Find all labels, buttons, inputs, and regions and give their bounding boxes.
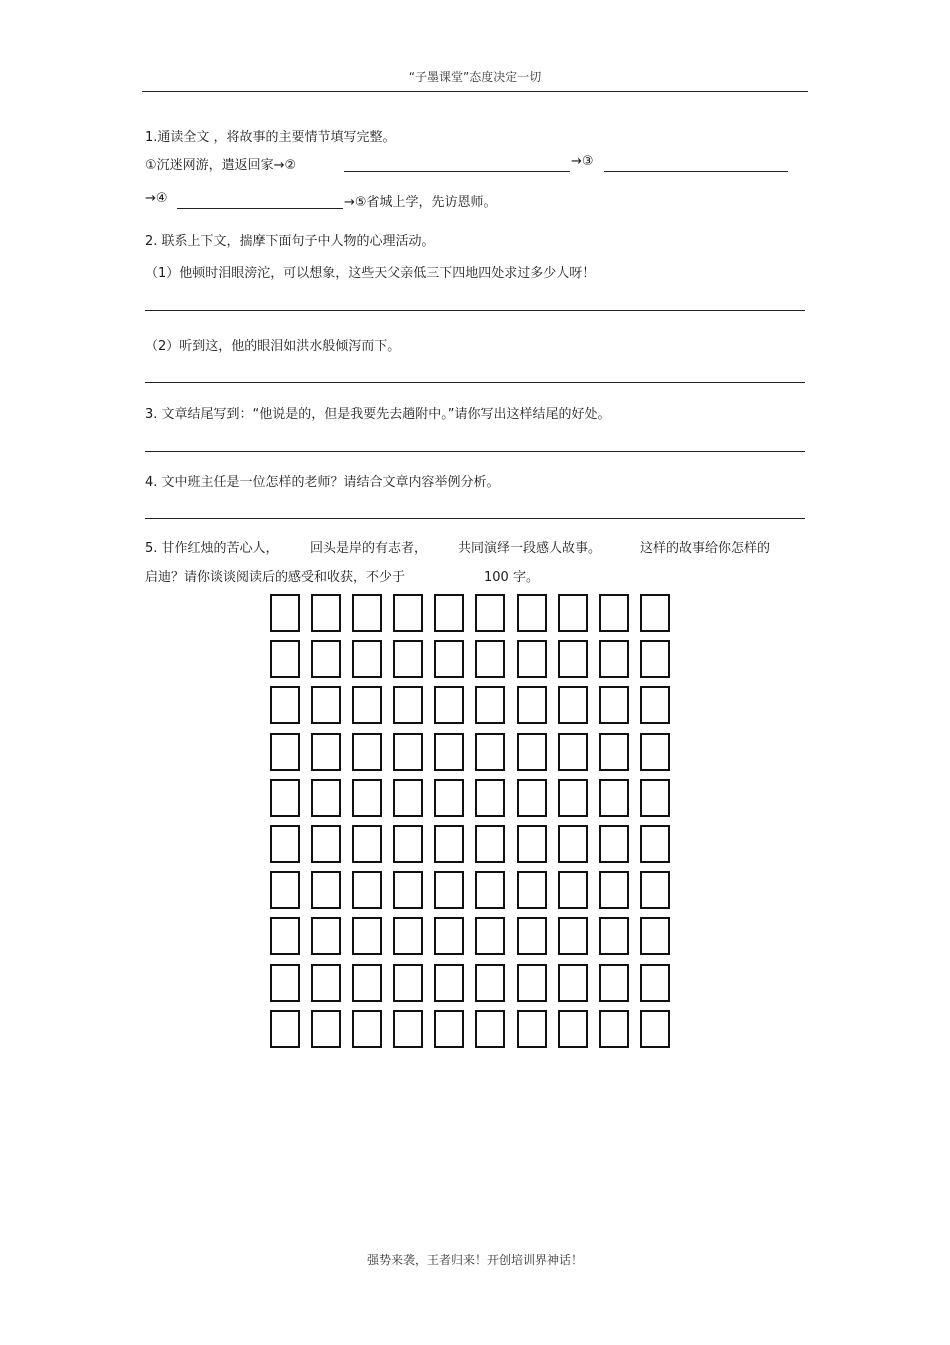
writing-grid-cell[interactable] <box>434 964 464 1002</box>
writing-grid-cell[interactable] <box>352 594 382 632</box>
writing-grid-cell[interactable] <box>311 686 341 724</box>
writing-grid-cell[interactable] <box>640 779 670 817</box>
writing-grid-cell[interactable] <box>517 871 547 909</box>
writing-grid-cell[interactable] <box>270 1010 300 1048</box>
writing-grid-cell[interactable] <box>517 733 547 771</box>
writing-grid-cell[interactable] <box>558 825 588 863</box>
header-divider <box>142 91 808 92</box>
writing-grid-cell[interactable] <box>475 871 505 909</box>
question-4-title: 4. 文中班主任是一位怎样的老师？请结合文章内容举例分析。 <box>145 475 500 490</box>
question-5-word-count: 100 字。 <box>484 570 539 585</box>
question-5-part-4: 这样的故事给你怎样的 <box>640 541 771 556</box>
writing-grid-cell[interactable] <box>558 964 588 1002</box>
writing-grid-cell[interactable] <box>599 779 629 817</box>
writing-grid-cell[interactable] <box>517 964 547 1002</box>
writing-grid-cell[interactable] <box>393 964 423 1002</box>
question-5-part-1: 5. 甘作红烛的苦心人， <box>145 541 279 556</box>
writing-grid-cell[interactable] <box>517 1010 547 1048</box>
writing-grid-cell[interactable] <box>393 825 423 863</box>
question-3-title: 3. 文章结尾写到：“他说是的，但是我要先去趟附中。”请你写出这样结尾的好处。 <box>145 407 611 422</box>
writing-grid-cell[interactable] <box>599 1010 629 1048</box>
writing-grid-cell[interactable] <box>599 733 629 771</box>
writing-grid-cell[interactable] <box>599 825 629 863</box>
page-footer-slogan: 强势来袭，王者归来！开创培训界神话！ <box>366 1253 583 1267</box>
writing-grid-cell[interactable] <box>311 640 341 678</box>
writing-grid-cell[interactable] <box>393 594 423 632</box>
writing-grid-cell[interactable] <box>599 871 629 909</box>
writing-grid-cell[interactable] <box>434 1010 464 1048</box>
question-1-step-5: →⑤省城上学，先访恩师。 <box>344 195 497 210</box>
writing-grid-cell[interactable] <box>311 733 341 771</box>
writing-grid-cell[interactable] <box>393 1010 423 1048</box>
writing-grid-cell[interactable] <box>434 917 464 955</box>
question-5-line-2: 启迪？请你谈谈阅读后的感受和收获，不少于 <box>145 570 406 585</box>
writing-grid-cell[interactable] <box>434 779 464 817</box>
writing-grid-cell[interactable] <box>393 917 423 955</box>
writing-grid-cell[interactable] <box>640 686 670 724</box>
question-1-blank-3[interactable] <box>604 171 788 172</box>
writing-grid-cell[interactable] <box>270 733 300 771</box>
question-2-sub-1-answer-line[interactable] <box>145 310 805 311</box>
question-5-part-2: 回头是岸的有志者， <box>310 541 428 556</box>
writing-grid-cell[interactable] <box>352 733 382 771</box>
writing-grid-cell[interactable] <box>517 917 547 955</box>
question-1-step-1: ①沉迷网游，遣返回家→② <box>145 158 297 173</box>
question-1-blank-4[interactable] <box>177 208 343 209</box>
writing-grid-cell[interactable] <box>434 733 464 771</box>
writing-grid-cell[interactable] <box>558 779 588 817</box>
writing-grid-cell[interactable] <box>475 594 505 632</box>
writing-grid-cell[interactable] <box>393 733 423 771</box>
writing-grid-cell[interactable] <box>640 594 670 632</box>
writing-grid-cell[interactable] <box>475 1010 505 1048</box>
writing-grid-cell[interactable] <box>558 1010 588 1048</box>
writing-grid-cell[interactable] <box>352 871 382 909</box>
writing-grid-cell[interactable] <box>311 964 341 1002</box>
writing-grid-cell[interactable] <box>640 825 670 863</box>
writing-grid-cell[interactable] <box>517 779 547 817</box>
writing-grid-cell[interactable] <box>599 917 629 955</box>
page-header-title: “子墨课堂”态度决定一切 <box>408 70 542 84</box>
writing-grid-cell[interactable] <box>640 871 670 909</box>
question-1-arrow-3: →③ <box>571 154 594 169</box>
question-2-sub-2-answer-line[interactable] <box>145 382 805 383</box>
writing-grid-cell[interactable] <box>475 917 505 955</box>
writing-grid-cell[interactable] <box>352 825 382 863</box>
question-3-answer-line[interactable] <box>145 451 805 452</box>
writing-grid-cell[interactable] <box>270 964 300 1002</box>
writing-grid-cell[interactable] <box>352 1010 382 1048</box>
writing-grid-cell[interactable] <box>270 640 300 678</box>
writing-grid-cell[interactable] <box>558 917 588 955</box>
question-1-blank-2[interactable] <box>344 171 570 172</box>
writing-grid-cell[interactable] <box>599 964 629 1002</box>
question-4-answer-line[interactable] <box>145 518 805 519</box>
writing-grid-cell[interactable] <box>352 917 382 955</box>
writing-grid-cell[interactable] <box>640 917 670 955</box>
writing-grid-cell[interactable] <box>311 594 341 632</box>
writing-grid-cell[interactable] <box>393 871 423 909</box>
writing-grid-cell[interactable] <box>352 779 382 817</box>
writing-grid-cell[interactable] <box>311 917 341 955</box>
question-5-part-3: 共同演绎一段感人故事。 <box>458 541 602 556</box>
writing-grid-cell[interactable] <box>475 779 505 817</box>
writing-grid-cell[interactable] <box>434 594 464 632</box>
question-2-title: 2. 联系上下文，揣摩下面句子中人物的心理活动。 <box>145 234 435 249</box>
writing-grid-cell[interactable] <box>599 686 629 724</box>
writing-grid-cell[interactable] <box>352 640 382 678</box>
writing-grid-cell[interactable] <box>475 733 505 771</box>
writing-grid-cell[interactable] <box>558 871 588 909</box>
writing-grid-cell[interactable] <box>270 871 300 909</box>
writing-grid-cell[interactable] <box>558 640 588 678</box>
writing-grid-cell[interactable] <box>393 686 423 724</box>
writing-grid-cell[interactable] <box>270 594 300 632</box>
writing-grid-cell[interactable] <box>517 594 547 632</box>
writing-grid-cell[interactable] <box>640 640 670 678</box>
writing-grid-cell[interactable] <box>311 779 341 817</box>
writing-grid-cell[interactable] <box>270 917 300 955</box>
writing-grid-cell[interactable] <box>517 825 547 863</box>
writing-grid-cell[interactable] <box>352 964 382 1002</box>
writing-grid-cell[interactable] <box>640 964 670 1002</box>
writing-grid-cell[interactable] <box>270 825 300 863</box>
writing-grid-cell[interactable] <box>434 640 464 678</box>
writing-grid-cell[interactable] <box>434 825 464 863</box>
writing-grid-cell[interactable] <box>475 964 505 1002</box>
writing-grid-cell[interactable] <box>311 1010 341 1048</box>
writing-grid-cell[interactable] <box>270 686 300 724</box>
writing-grid-cell[interactable] <box>517 686 547 724</box>
writing-grid-cell[interactable] <box>311 825 341 863</box>
writing-grid-cell[interactable] <box>311 871 341 909</box>
writing-grid-cell[interactable] <box>434 686 464 724</box>
writing-grid-cell[interactable] <box>640 1010 670 1048</box>
writing-grid-cell[interactable] <box>434 871 464 909</box>
writing-grid-cell[interactable] <box>393 640 423 678</box>
question-2-sub-2: （2）听到这，他的眼泪如洪水般倾泻而下。 <box>145 339 401 354</box>
writing-grid-cell[interactable] <box>270 779 300 817</box>
writing-grid-cell[interactable] <box>352 686 382 724</box>
writing-grid-cell[interactable] <box>475 825 505 863</box>
writing-grid-cell[interactable] <box>599 640 629 678</box>
writing-grid <box>270 594 670 1048</box>
writing-grid-cell[interactable] <box>558 686 588 724</box>
writing-grid-cell[interactable] <box>475 640 505 678</box>
writing-grid-cell[interactable] <box>393 779 423 817</box>
writing-grid-cell[interactable] <box>558 733 588 771</box>
question-1-title: 1.通读全文 ，将故事的主要情节填写完整。 <box>145 130 396 145</box>
writing-grid-cell[interactable] <box>558 594 588 632</box>
writing-grid-cell[interactable] <box>599 594 629 632</box>
writing-grid-cell[interactable] <box>640 733 670 771</box>
writing-grid-cell[interactable] <box>517 640 547 678</box>
writing-grid-cell[interactable] <box>475 686 505 724</box>
question-2-sub-1: （1）他顿时泪眼滂沱，可以想象，这些天父亲低三下四地四处求过多少人呀！ <box>145 266 596 281</box>
question-1-arrow-4: →④ <box>145 191 168 206</box>
